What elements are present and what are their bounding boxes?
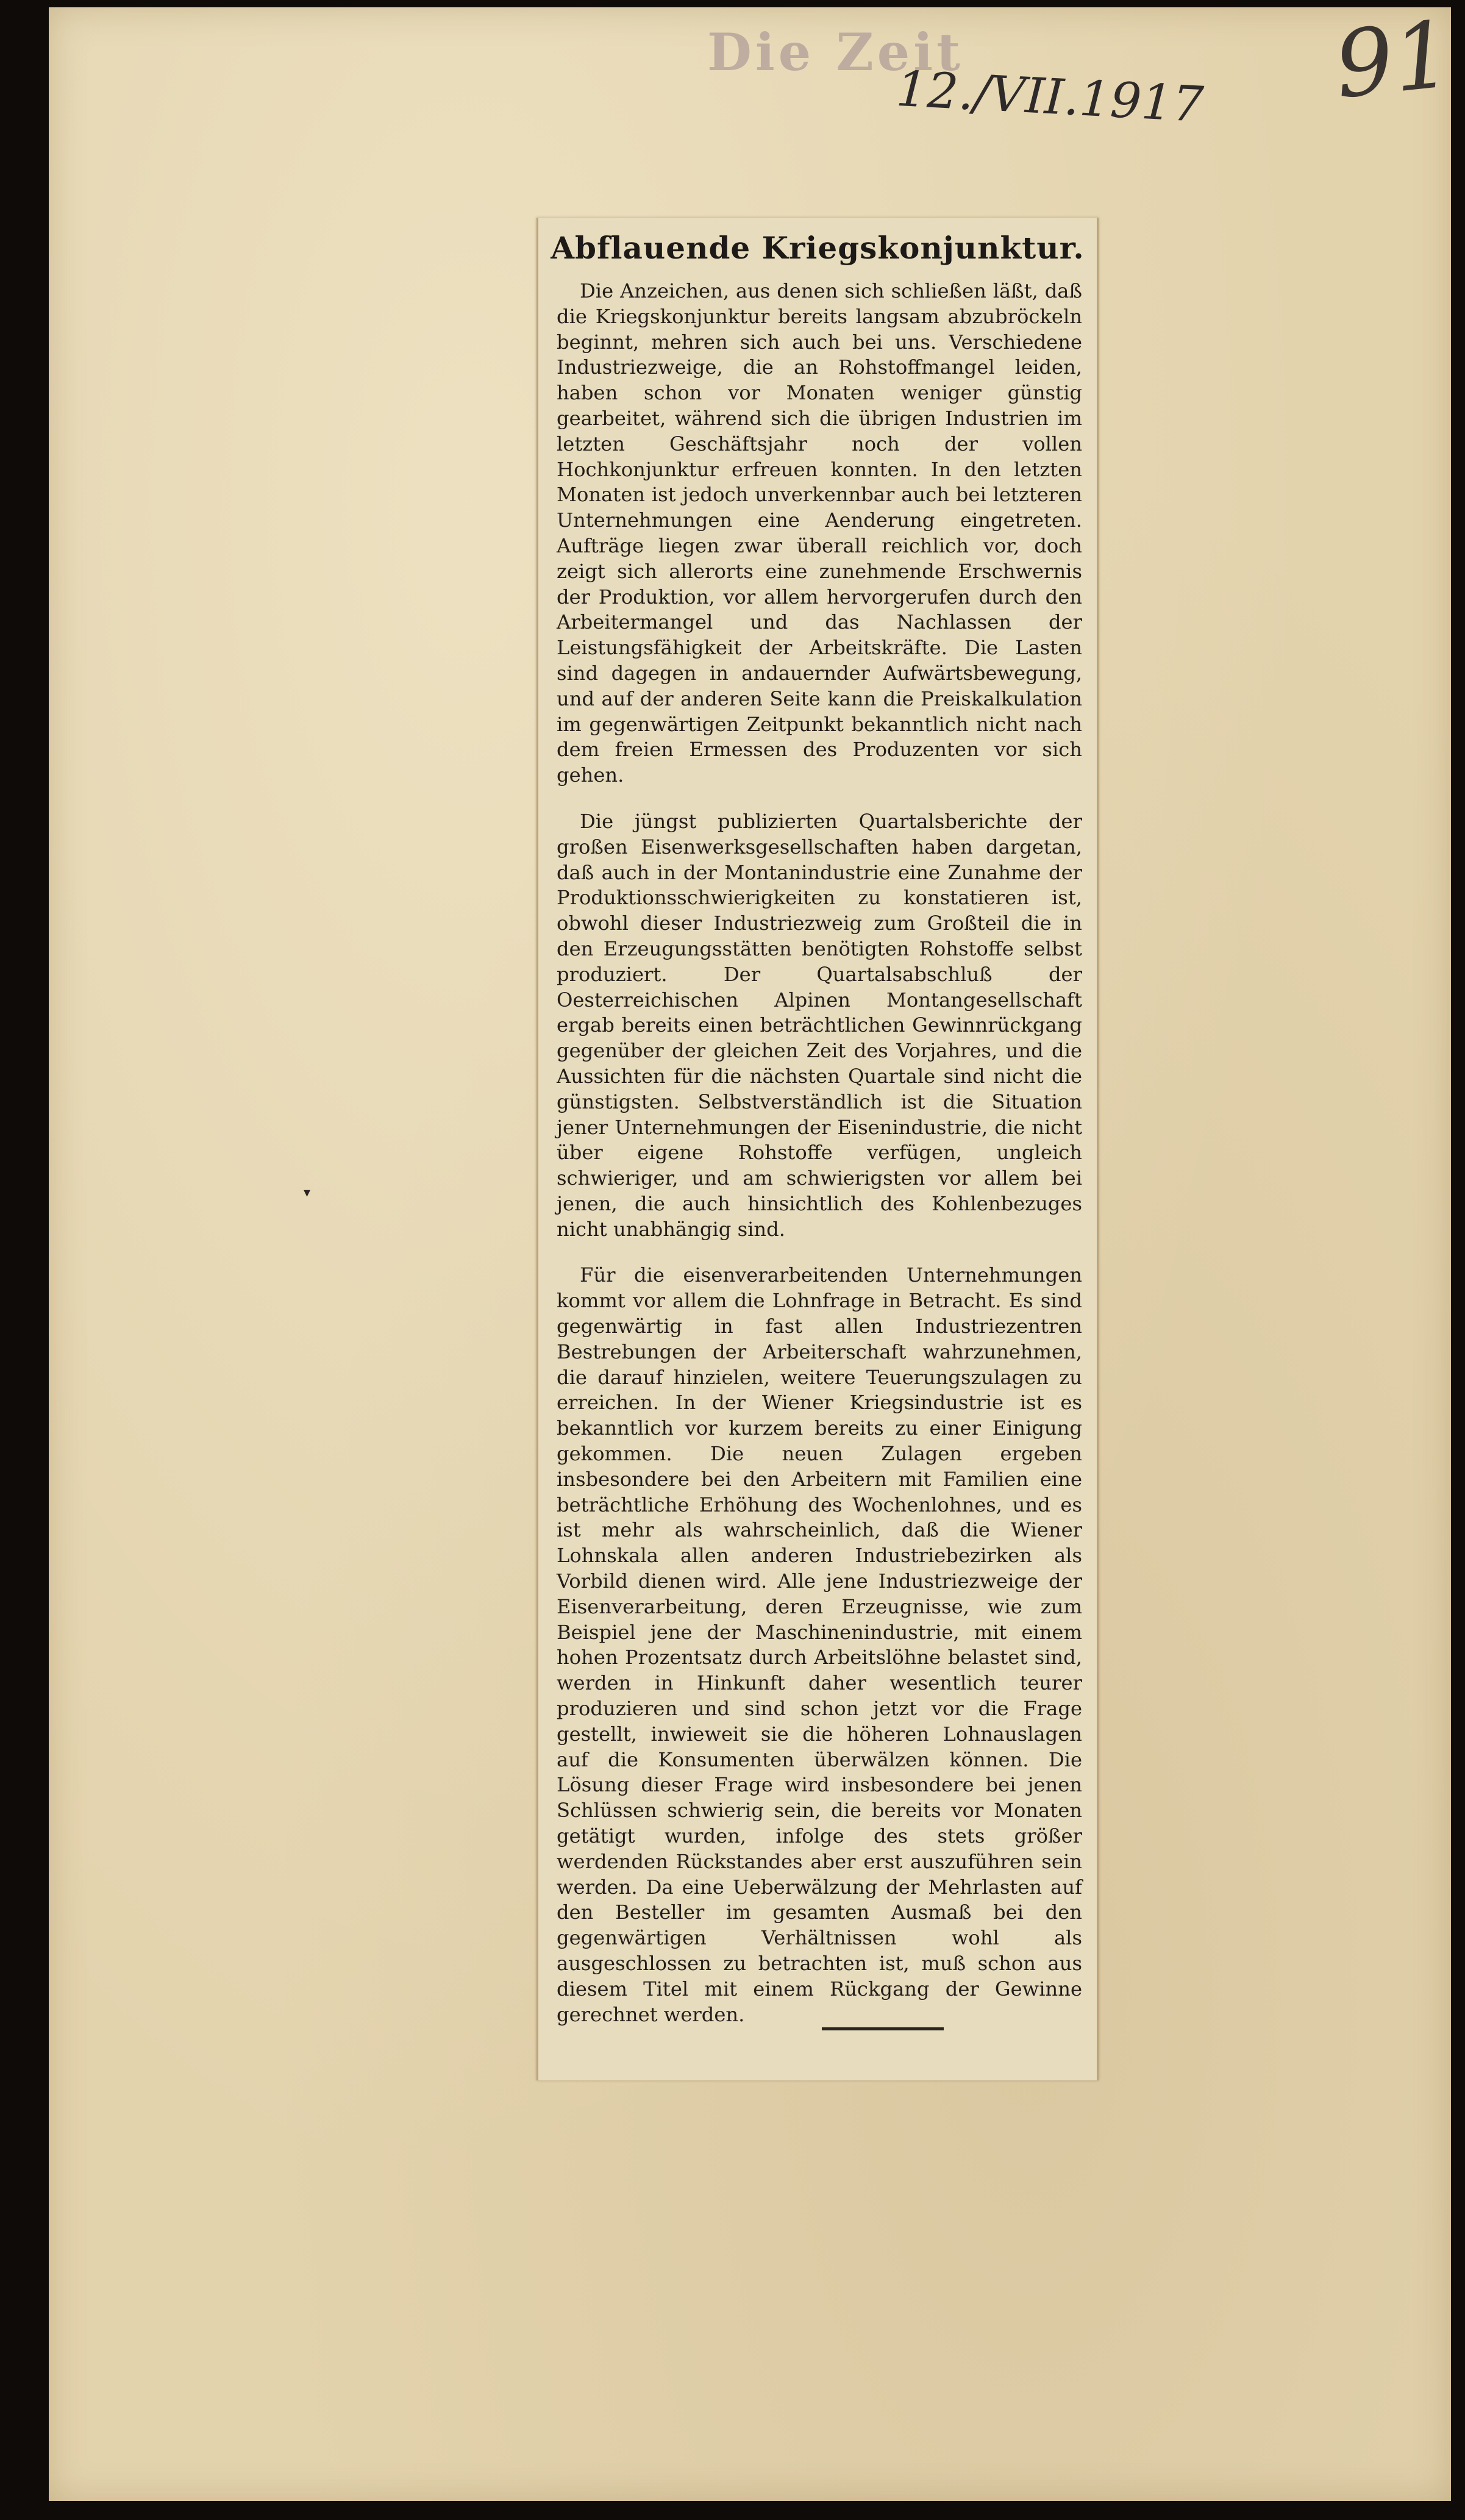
article-paragraph: Für die eisenverarbeitenden Unternehmungen kommt vor allem die Lohnfrage in Betracht. Es sind gegenwärtig in fast allen Industriezentren Bestrebungen der Arbeiterschaft wahrzunehmen, die darauf hinzielen, weitere Teuerungszulagen zu erreichen. In der Wiener Kriegsindustrie ist es bekanntlich vor kurzem bereits zu einer Einigung gekommen. Die neuen Zulagen ergeben insbesondere bei den Arbeitern mit Familien eine beträchtliche Erhöhung des Wochenlohnes, und es ist mehr als wahrscheinlich, daß die Wiener Lohnskala allen anderen Industriebezirken als Vorbild dienen wird. Alle jene Industriezweige der Eisenverarbeitung, deren Erzeugnisse, wie zum Beispiel jene der Maschinenindustrie, mit einem hohen Prozentsatz durch Arbeitslöhne belastet sind, werden in Hinkunft daher wesentlich teurer produzieren und sind schon jetzt vor die Frage gestellt, inwieweit sie die höheren Lohnauslagen auf die Konsumenten überwälzen können. Die Lösung dieser Frage wird insbesondere bei jenen Schlüssen schwierig sein, die bereits vor Monaten getätigt wurden, infolge des stets größer werdenden Rückstandes aber erst auszuführen sein werden. Da eine Ueberwälzung der Mehrlasten auf den Besteller im gesamten Ausmaß bei den gegenwärtigen Verhältnissen wohl als ausgeschlossen zu betrachten ist, muß schon aus diesem Titel mit einem Rückgang der Gewinne gerechnet werden. bbox=[557, 1263, 1082, 2026]
article-paragraph: Die Anzeichen, aus denen sich schließen läßt, daß die Kriegskonjunktur bereits langsam abzubröckeln beginnt, mehren sich auch bei uns. Verschiedene Industriezweige, die an Rohstoffmangel leiden, haben schon vor Monaten weniger günstig gearbeitet, während sich die übrigen Industrien im letzten Geschäftsjahr noch der vollen Hochkonjunktur erfreuen konnten. In den letzten Monaten ist jedoch unverkennbar auch bei letzteren Unternehmungen eine Aenderung eingetreten. Aufträge liegen zwar überall reichlich vor, doch zeigt sich allerorts eine zunehmende Erschwernis der Produktion, vor allem hervorgerufen durch den Arbeitermangel und das Nachlassen der Leistungsfähigkeit der Arbeitskräfte. Die Lasten sind dagegen in andauernder Aufwärtsbewegung, und auf der anderen Seite kann die Preiskalkulation im gegenwärtigen Zeitpunkt bekanntlich nicht nach dem freien Ermessen des Produzenten vor sich gehen. bbox=[557, 279, 1082, 787]
article-body bbox=[557, 279, 1082, 2048]
article-headline: Abflauende Kriegskonjunktur. bbox=[551, 230, 1085, 266]
archive-sheet bbox=[49, 1, 1457, 2501]
newspaper-stamp: Die Zeit bbox=[707, 22, 964, 82]
newspaper-clipping bbox=[536, 218, 1099, 2080]
handwritten-date: 12./VII.1917 bbox=[894, 60, 1205, 134]
paper-speck: ▾ bbox=[304, 1185, 311, 1201]
handwritten-page-number: 91 bbox=[1330, 1, 1457, 120]
article-paragraph: Die jüngst publizierten Quartalsberichte der großen Eisenwerksgesellschaften haben dargetan, daß auch in der Montanindustrie eine Zunahme der Produktionsschwierigkeiten zu konstatieren ist, obwohl dieser Industriezweig zum Großteil die in den Erzeugungsstätten benötigten Rohstoffe selbst produziert. Der Quartalsabschluß der Oesterreichischen Alpinen Montangesellschaft ergab bereits einen beträchtlichen Gewinnrückgang gegenüber der gleichen Zeit des Vorjahres, und die Aussichten für die nächsten Quartale sind nicht die günstigsten. Selbstverständlich ist die Situation jener Unternehmungen der Eisenindustrie, die nicht über eigene Rohstoffe verfügen, ungleich schwieriger, und am schwierigsten vor allem bei jenen, die auch hinsichtlich des Kohlenbezuges nicht unabhängig sind. bbox=[557, 809, 1082, 1241]
end-rule bbox=[822, 2027, 944, 2030]
